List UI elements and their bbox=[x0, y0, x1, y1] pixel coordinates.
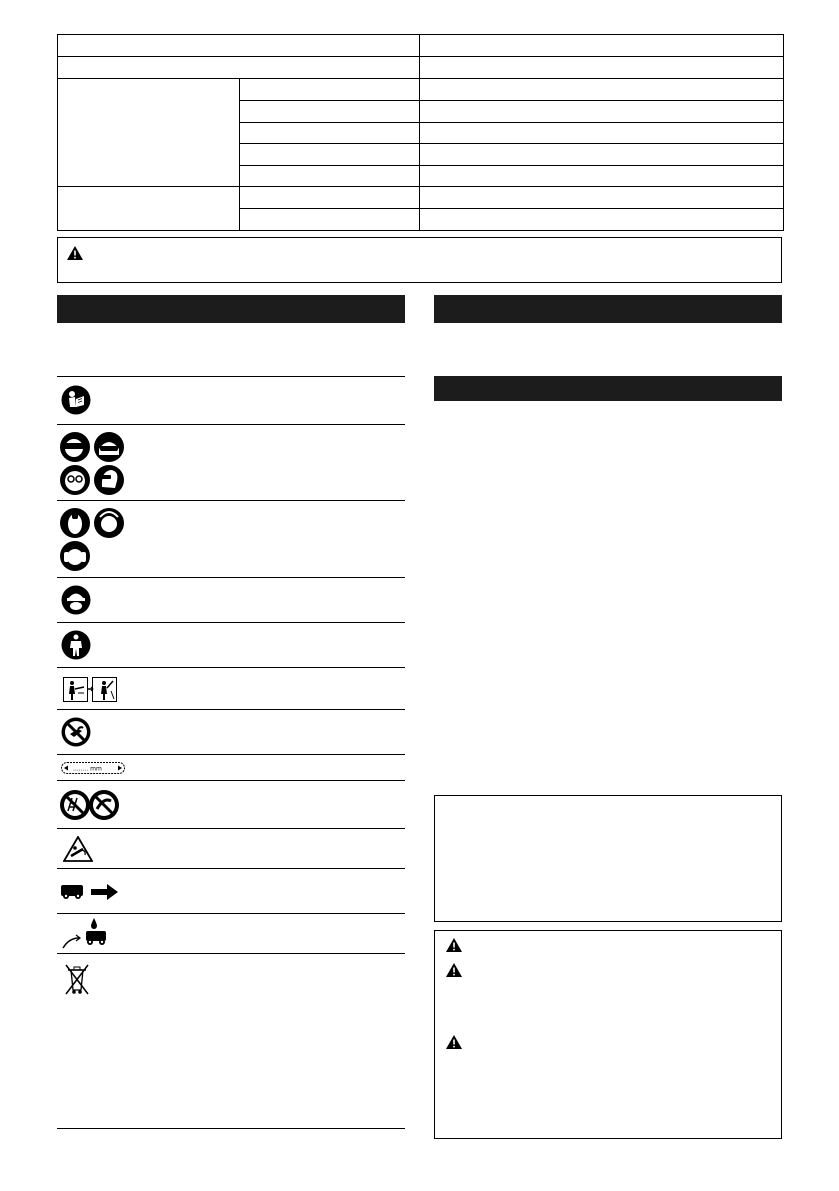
weee-bin-icon bbox=[63, 962, 91, 996]
chain-direction-icon bbox=[61, 881, 119, 903]
spec-label bbox=[58, 35, 420, 57]
spec-value bbox=[420, 187, 784, 209]
right-section-subheading bbox=[434, 376, 782, 401]
note-box bbox=[434, 795, 782, 922]
guide-bar-length-label: ........ mm bbox=[73, 765, 102, 773]
helmet-icon bbox=[61, 585, 91, 615]
list-item bbox=[57, 500, 405, 577]
list-item bbox=[57, 667, 405, 709]
spec-label bbox=[58, 57, 420, 79]
left-section-intro bbox=[57, 330, 405, 370]
list-item bbox=[57, 376, 405, 424]
right-section-body bbox=[434, 410, 782, 780]
no-one-hand-use-icon bbox=[61, 717, 91, 747]
list-divider bbox=[57, 1128, 405, 1129]
protective-clothing-icon bbox=[61, 630, 91, 660]
spec-value bbox=[420, 166, 784, 187]
list-item bbox=[57, 754, 405, 780]
warning-triangle-icon bbox=[66, 245, 84, 261]
spec-value bbox=[420, 209, 784, 231]
warning-triangle-icon bbox=[445, 962, 463, 978]
specification-table bbox=[57, 34, 784, 231]
spec-group-label bbox=[58, 187, 240, 231]
spec-sub-label bbox=[240, 166, 420, 187]
list-item bbox=[57, 709, 405, 754]
kickback-warning-icon bbox=[63, 836, 93, 862]
list-item bbox=[57, 868, 405, 913]
spec-sub-label bbox=[240, 79, 420, 101]
list-item bbox=[57, 424, 405, 500]
left-section-heading bbox=[57, 295, 405, 323]
warnings-box bbox=[434, 930, 782, 1139]
no-ladder-cutting-icons bbox=[59, 789, 121, 821]
list-item bbox=[57, 577, 405, 622]
symbol-list bbox=[57, 376, 405, 1129]
list-item bbox=[57, 953, 405, 1129]
warning-triangle-icon bbox=[445, 937, 463, 953]
spec-value bbox=[420, 35, 784, 57]
spec-group-label bbox=[58, 79, 240, 187]
ear-protection-icons bbox=[59, 507, 129, 573]
spec-sub-label bbox=[240, 209, 420, 231]
list-item bbox=[57, 913, 405, 953]
list-item bbox=[57, 622, 405, 667]
spec-sub-label bbox=[240, 187, 420, 209]
read-manual-icon bbox=[61, 385, 91, 415]
two-hand-operation-icon bbox=[63, 677, 117, 702]
warning-triangle-icon bbox=[445, 1034, 463, 1050]
list-item bbox=[57, 780, 405, 828]
spec-sub-label bbox=[240, 144, 420, 166]
eye-protection-icons bbox=[59, 431, 129, 497]
guide-bar-length-icon bbox=[61, 762, 125, 774]
chain-oil-icon bbox=[61, 916, 111, 950]
spec-value bbox=[420, 79, 784, 101]
right-section-heading bbox=[434, 295, 782, 323]
spec-value bbox=[420, 123, 784, 144]
top-warning-box bbox=[57, 237, 782, 283]
list-item bbox=[57, 828, 405, 868]
spec-sub-label bbox=[240, 123, 420, 144]
spec-sub-label bbox=[240, 101, 420, 123]
spec-value bbox=[420, 101, 784, 123]
spec-value bbox=[420, 144, 784, 166]
spec-value bbox=[420, 57, 784, 79]
